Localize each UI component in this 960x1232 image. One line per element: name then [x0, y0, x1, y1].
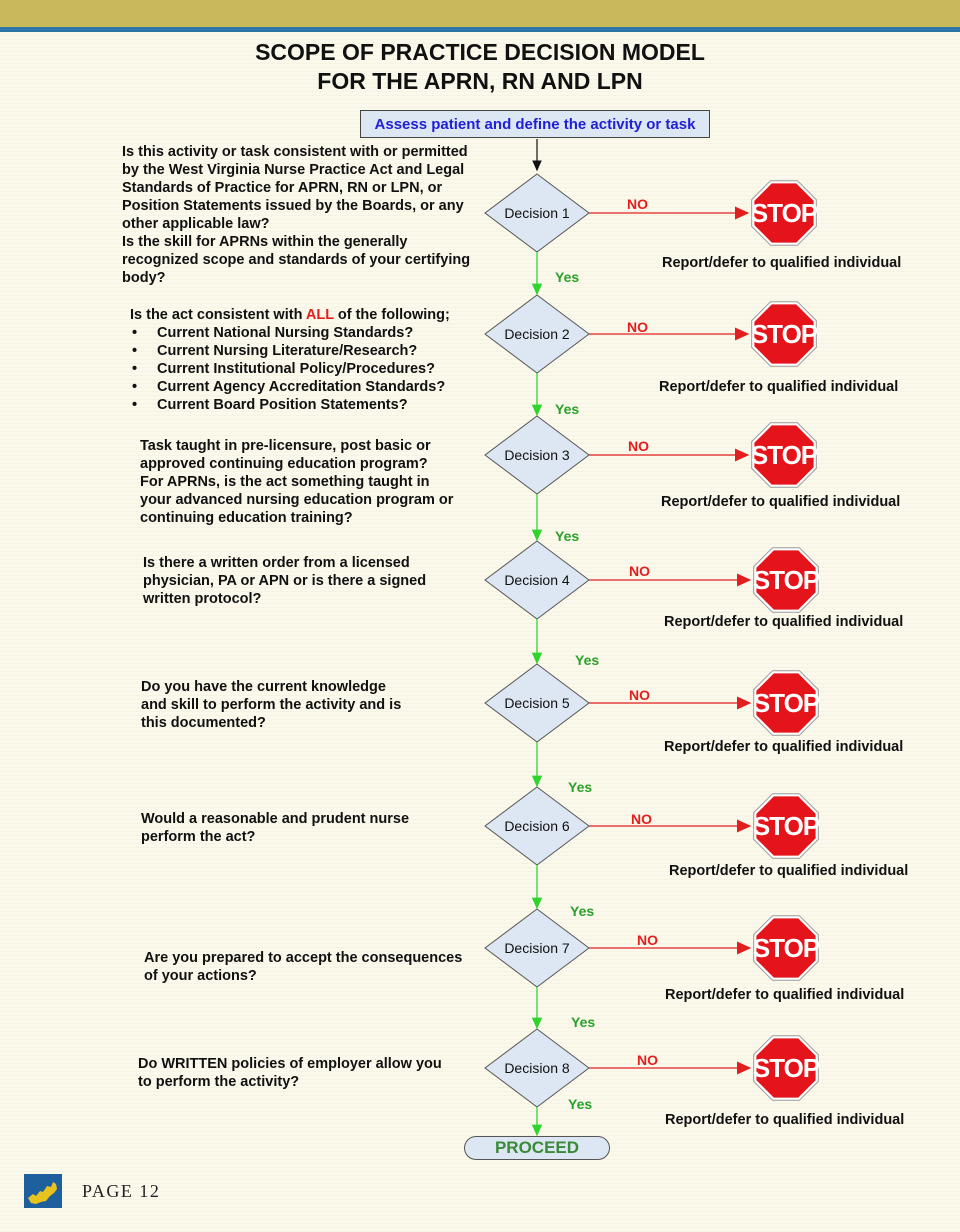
west-virginia-logo	[24, 1174, 62, 1208]
no-label-2: NO	[627, 319, 648, 335]
start-step-box: Assess patient and define the activity or task	[360, 110, 710, 138]
decision-label-8: Decision 8	[504, 1060, 570, 1076]
stop-sign-text: STOP	[752, 933, 820, 963]
all-emphasis: ALL	[305, 307, 334, 323]
report-defer-text-1: Report/defer to qualified individual	[662, 255, 902, 271]
stop-sign-text: STOP	[750, 198, 818, 228]
report-defer-text-5: Report/defer to qualified individual	[664, 739, 904, 755]
stop-sign-text: STOP	[752, 688, 820, 718]
question-decision-2: Is the act consistent with ALL of the following; • Current National Nursing Standards? • Current Nursing Literature/Research? • Current Institutional Policy/Procedures? • Current Agency Accreditation Standards? • Current Board Position Statements?	[130, 306, 450, 414]
no-label-6: NO	[631, 811, 652, 827]
stop-sign-text: STOP	[752, 565, 820, 595]
decision-label-1: Decision 1	[504, 205, 570, 221]
question-decision-5: Do you have the current knowledge and skill to perform the activity and is this documented?	[141, 679, 402, 731]
question-decision-8: Do WRITTEN policies of employer allow you to perform the activity?	[138, 1056, 442, 1090]
report-defer-text-8: Report/defer to qualified individual	[665, 1112, 905, 1128]
stop-sign-text: STOP	[750, 319, 818, 349]
page-title-line-2: FOR THE APRN, RN AND LPN	[317, 68, 643, 94]
decision-label-4: Decision 4	[504, 572, 570, 588]
yes-label-8: Yes	[568, 1096, 593, 1112]
list-item: • Current National Nursing Standards?	[130, 324, 450, 342]
report-defer-text-3: Report/defer to qualified individual	[661, 494, 901, 510]
report-defer-text-7: Report/defer to qualified individual	[665, 987, 905, 1003]
no-label-8: NO	[637, 1052, 658, 1068]
question-decision-3: Task taught in pre-licensure, post basic or approved continuing education program? For APRNs, is the act something taught in your advanced nursing education program or continuing education training?	[140, 438, 454, 526]
question-decision-7: Are you prepared to accept the consequences of your actions?	[144, 950, 463, 984]
stop-sign-icon	[753, 916, 820, 981]
no-label-1: NO	[627, 196, 648, 212]
yes-label-7: Yes	[571, 1014, 596, 1030]
page-number: PAGE 12	[82, 1181, 161, 1201]
stop-sign-text: STOP	[752, 811, 820, 841]
yes-label-5: Yes	[568, 779, 593, 795]
decision-label-2: Decision 2	[504, 326, 570, 342]
decision-label-6: Decision 6	[504, 818, 570, 834]
question-decision-6: Would a reasonable and prudent nurse perform the act?	[141, 811, 410, 845]
yes-label-3: Yes	[555, 528, 580, 544]
stop-sign-icon	[751, 302, 818, 367]
list-item: • Current Nursing Literature/Research?	[130, 342, 450, 360]
list-item: • Current Agency Accreditation Standards?	[130, 378, 450, 396]
stop-sign-text: STOP	[750, 440, 818, 470]
proceed-terminal: PROCEED	[464, 1136, 610, 1160]
page-title-line-1: SCOPE OF PRACTICE DECISION MODEL	[255, 39, 705, 65]
no-label-5: NO	[629, 687, 650, 703]
yes-label-6: Yes	[570, 903, 595, 919]
decision-label-5: Decision 5	[504, 695, 570, 711]
no-label-3: NO	[628, 438, 649, 454]
report-defer-text-2: Report/defer to qualified individual	[659, 379, 899, 395]
yes-label-2: Yes	[555, 401, 580, 417]
decision-label-3: Decision 3	[504, 447, 570, 463]
yes-label-1: Yes	[555, 269, 580, 285]
stop-sign-icon	[753, 794, 820, 859]
question-decision-4: Is there a written order from a licensed physician, PA or APN or is there a signed written protocol?	[143, 555, 427, 607]
yes-label-4: Yes	[575, 652, 600, 668]
stop-sign-text: STOP	[752, 1053, 820, 1083]
stop-sign-icon	[753, 1036, 820, 1101]
report-defer-text-4: Report/defer to qualified individual	[664, 614, 904, 630]
report-defer-text-6: Report/defer to qualified individual	[669, 863, 909, 879]
question-decision-1: Is this activity or task consistent with or permitted by the West Virginia Nurse Practice Act and Legal Standards of Practice for APRN, RN or LPN, or Position Statements issued by the Boards, or any other applicable law? Is the skill for APRNs within the generally recognized scope and standards of your certifying body?	[122, 144, 471, 286]
no-label-7: NO	[637, 932, 658, 948]
stop-sign-icon	[751, 181, 818, 246]
standards-list	[130, 324, 450, 414]
list-item: • Current Institutional Policy/Procedures?	[130, 360, 450, 378]
decision-label-7: Decision 7	[504, 940, 570, 956]
no-label-4: NO	[629, 563, 650, 579]
stop-sign-icon	[753, 548, 820, 613]
list-item: • Current Board Position Statements?	[130, 396, 450, 414]
stop-sign-icon	[753, 671, 820, 736]
stop-sign-icon	[751, 423, 818, 488]
